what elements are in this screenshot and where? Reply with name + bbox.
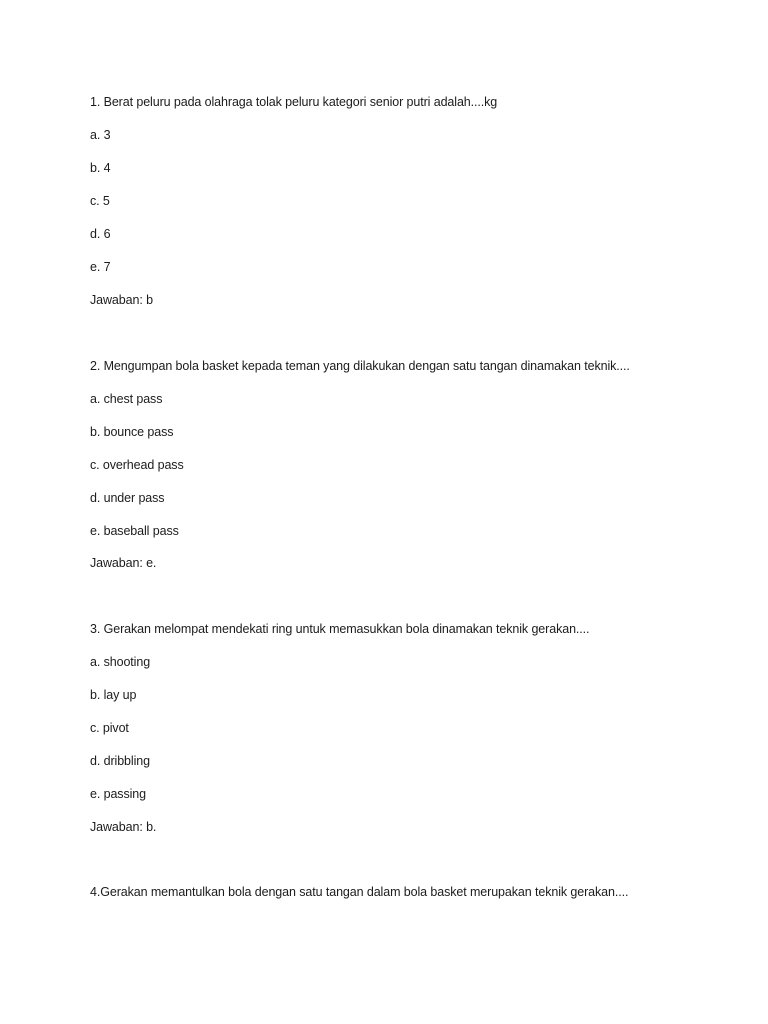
question-2-option-a: a. chest pass (90, 392, 163, 406)
question-1-option-b: b. 4 (90, 161, 111, 175)
question-1-option-c: c. 5 (90, 194, 110, 208)
question-3-option-b: b. lay up (90, 688, 137, 702)
question-2-answer: Jawaban: e. (90, 556, 157, 570)
question-2-option-d: d. under pass (90, 491, 165, 505)
question-1-option-d: d. 6 (90, 227, 111, 241)
question-2-option-c: c. overhead pass (90, 458, 184, 472)
question-3-option-a: a. shooting (90, 655, 151, 669)
question-1-text: 1. Berat peluru pada olahraga tolak peluru kategori senior putri adalah....kg (90, 95, 498, 109)
question-1-answer: Jawaban: b (90, 293, 153, 307)
question-2-option-e: e. baseball pass (90, 524, 179, 538)
question-1-option-a: a. 3 (90, 128, 111, 142)
question-3-answer: Jawaban: b. (90, 820, 157, 834)
question-3-text: 3. Gerakan melompat mendekati ring untuk memasukkan bola dinamakan teknik gerakan.... (90, 622, 590, 636)
question-2-option-b: b. bounce pass (90, 425, 174, 439)
question-3-option-e: e. passing (90, 787, 146, 801)
question-1-option-e: e. 7 (90, 260, 111, 274)
question-3-option-c: c. pivot (90, 721, 129, 735)
question-3-option-d: d. dribbling (90, 754, 150, 768)
question-4-text: 4.Gerakan memantulkan bola dengan satu tangan dalam bola basket merupakan teknik gerakan.... (90, 885, 629, 899)
question-2-text: 2. Mengumpan bola basket kepada teman yang dilakukan dengan satu tangan dinamakan teknik.... (90, 359, 630, 373)
